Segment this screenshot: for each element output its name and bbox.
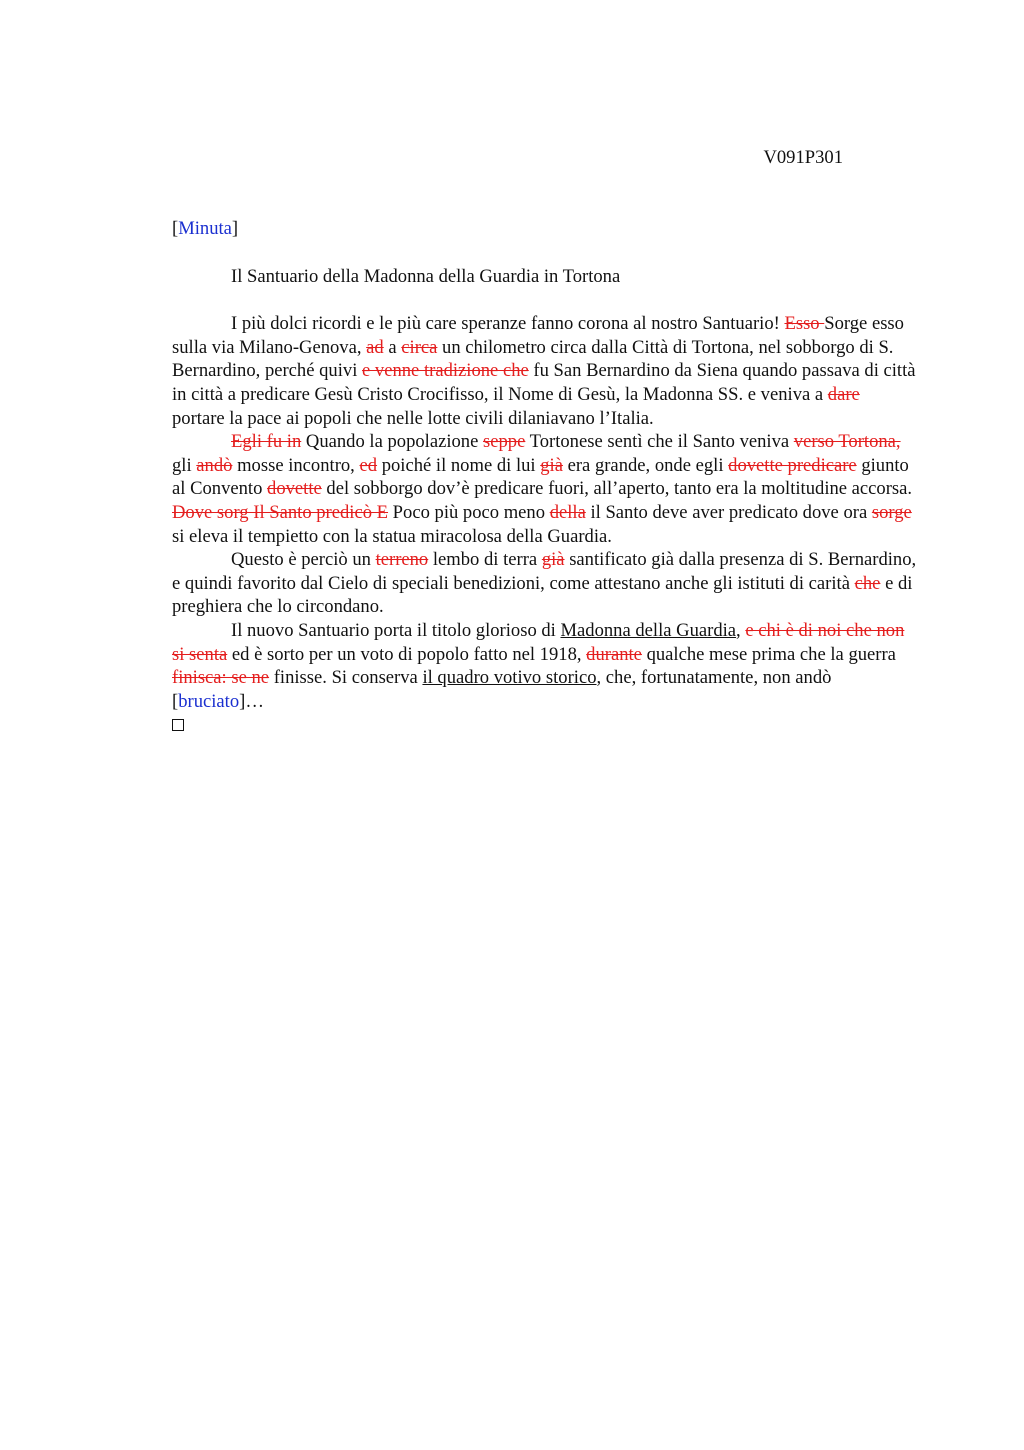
text-run: ed è sorto per un voto di popolo fatto nel 1918, — [227, 643, 587, 665]
deleted-text: e chi è di noi che non si senta — [172, 619, 905, 665]
label-close-bracket: ] — [231, 218, 239, 239]
text-run: Poco più poco meno — [388, 501, 550, 523]
text-run: giunto al Convento — [172, 454, 909, 500]
text-run: Questo è perciò un — [231, 549, 376, 571]
text-run: I più dolci ricordi e le più care speranze fanno corona al nostro Santuario! — [231, 313, 785, 335]
text-run: , — [736, 619, 746, 641]
deleted-text: già — [541, 549, 565, 571]
text-run: un chilometro circa dalla Città di Tortona, nel sobborgo di S. Bernardino, perché quivi — [172, 336, 894, 382]
text-run: lembo di terra — [428, 549, 542, 571]
text-run: poiché il nome di lui — [377, 454, 541, 476]
deleted-text: verso Tortona, — [793, 431, 901, 453]
deleted-text: circa — [401, 336, 438, 358]
text-run: si eleva il tempietto con la statua miracolosa della Guardia. — [172, 525, 612, 547]
deleted-text: ad — [366, 336, 384, 358]
label-open-bracket: [ — [172, 218, 179, 239]
deleted-text: Dove sorg Il Santo predicò E — [172, 501, 389, 523]
deleted-text: finisca: se ne — [172, 667, 270, 689]
text-run: , che, fortunatamente, non andò — [596, 667, 832, 689]
text-run: finisse. Si conserva — [269, 667, 423, 689]
text-run: [ — [172, 690, 179, 712]
deleted-text: seppe — [483, 431, 526, 453]
text-run: Tortonese sentì che il Santo veniva — [525, 431, 794, 453]
page — [172, 140, 917, 738]
text-run: a — [383, 336, 402, 358]
document-title: Il Santuario della Madonna della Guardia in Tortona — [231, 265, 621, 287]
text-run: Sorge esso sulla via Milano-Genova, — [172, 313, 904, 358]
text-run: santificato già dalla presenza di S. Bernardino, e quindi favorito dal Cielo di speciali benedizioni, come attestano anche gli istituti di carità — [172, 549, 917, 594]
text-run: Quando la popolazione — [301, 431, 484, 453]
deleted-text: dovette predicare — [728, 454, 857, 476]
deleted-text: Esso — [784, 313, 825, 335]
deleted-text: dovette — [267, 478, 322, 500]
deleted-text: ed — [359, 454, 378, 476]
underlined-text: il quadro votivo storico — [422, 667, 597, 689]
editorial-insertion: bruciato — [178, 690, 240, 712]
text-run: era grande, onde egli — [562, 454, 729, 476]
deleted-text: andò — [196, 454, 233, 476]
end-marker-box — [172, 719, 184, 731]
paragraph — [172, 430, 917, 548]
deleted-text: Egli fu in — [231, 431, 302, 453]
document-id: V091P301 — [763, 147, 843, 168]
deleted-text: e venne tradizione che — [362, 360, 529, 382]
text-run: e di preghiera che lo circondano. — [172, 572, 913, 618]
deleted-text: durante — [586, 643, 642, 665]
text-run: del sobborgo dov’è predicare fuori, all’aperto, tanto era la moltitudine accorsa. — [321, 478, 913, 500]
deleted-text: della — [549, 501, 586, 523]
text-run: mosse incontro, — [232, 454, 360, 476]
document-type-label — [172, 217, 917, 241]
text-run: fu San Bernardino da Siena quando passava di città in città a predicare Gesù Cristo Crocifisso, il Nome di Gesù, la Madonna SS. e veniva a — [172, 360, 916, 405]
text-run: gli — [172, 454, 197, 476]
paragraph — [172, 619, 917, 713]
label-text: Minuta — [178, 218, 232, 239]
text-run: qualche mese prima che la guerra — [641, 643, 896, 665]
deleted-text: già — [540, 454, 563, 476]
underlined-text: Madonna della Guardia — [560, 619, 737, 641]
text-run: ]… — [239, 690, 264, 712]
text-run: portare la pace ai popoli che nelle lotte civili dilaniavano l’Italia. — [172, 407, 654, 429]
deleted-text: che — [854, 572, 881, 594]
deleted-text: sorge — [871, 501, 912, 523]
deleted-text: dare — [827, 383, 860, 405]
paragraph — [172, 312, 917, 430]
text-run: il Santo deve aver predicato dove ora — [585, 501, 872, 523]
deleted-text: terreno — [375, 549, 429, 571]
text-run: Il nuovo Santuario porta il titolo glorioso di — [231, 619, 561, 641]
document-body — [172, 312, 917, 713]
paragraph — [172, 548, 917, 619]
